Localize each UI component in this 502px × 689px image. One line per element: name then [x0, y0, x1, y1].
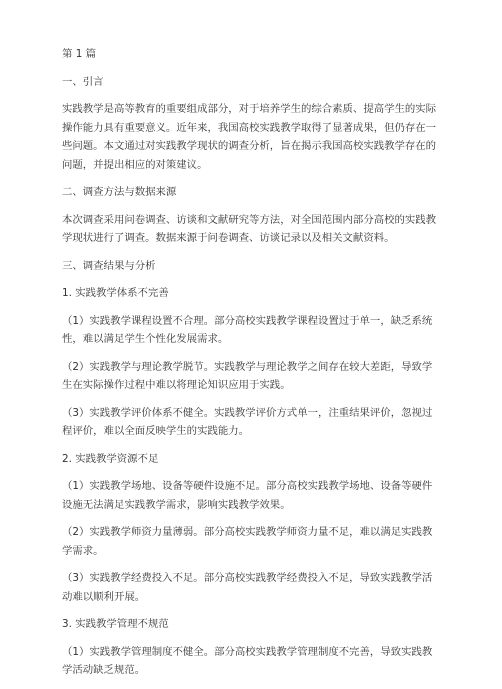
- text-line: 操作能力具有重要意义。近年来，我国高校实践教学取得了显著成果，但仍存在一: [62, 121, 437, 134]
- subsection-heading-resources: 2. 实践教学资源不足: [62, 452, 159, 465]
- text-line: （2）实践教学与理论教学脱节。实践教学与理论教学之间存在较大差距，导致学: [62, 360, 433, 373]
- text-line: 程评价，难以全面反映学生的实践能力。: [62, 425, 250, 437]
- document-page: [62, 45, 444, 689]
- paragraph-resources-1: [62, 477, 444, 514]
- paragraph-intro: [62, 100, 444, 174]
- subsection-heading-management: 3. 实践教学管理不规范: [62, 618, 169, 630]
- text-line: 实践教学是高等教育的重要组成部分，对于培养学生的综合素质、提高学生的实际: [62, 103, 437, 115]
- text-line: （1）实践教学课程设置不合理。部分高校实践教学课程设置过于单一，缺乏系统: [62, 314, 433, 327]
- section-heading-results: 三、调查结果与分析: [62, 259, 156, 272]
- text-line: 学需求。: [62, 544, 104, 557]
- paragraph-system-1: [62, 312, 444, 349]
- paragraph-resources-2: [62, 523, 444, 560]
- text-line: （3）实践教学评价体系不健全。实践教学评价方式单一，注重结果评价，忽视过: [62, 406, 433, 419]
- text-line: 学活动缺乏规范。: [62, 664, 146, 676]
- text-line: 设施无法满足实践教学需求，影响实践教学效果。: [62, 498, 291, 511]
- text-line: 生在实际操作过程中难以将理论知识应用于实践。: [62, 379, 291, 391]
- section-heading-intro: 一、引言: [62, 75, 104, 88]
- paragraph-management-1: [62, 643, 444, 680]
- section-heading-methods: 二、调查方法与数据来源: [62, 186, 177, 198]
- text-line: 性，难以满足学生个性化发展需求。: [62, 333, 229, 345]
- text-line: 动难以顺利开展。: [62, 590, 146, 603]
- text-line: 些问题。本文通过对实践教学现状的调查分析，旨在揭示我国高校实践教学存在的: [62, 140, 437, 152]
- text-line: （3）实践教学经费投入不足。部分高校实践教学经费投入不足，导致实践教学活: [62, 572, 433, 584]
- text-line: 学现状进行了调查。数据来源于问卷调查、访谈记录以及相关文献资料。: [62, 232, 395, 244]
- text-line: （2）实践教学师资力量薄弱。部分高校实践教学师资力量不足，难以满足实践教: [62, 526, 433, 538]
- paragraph-system-2: [62, 358, 444, 395]
- paragraph-methods: [62, 211, 444, 248]
- chapter-title: 第 1 篇: [62, 48, 96, 60]
- text-line: 本次调查采用问卷调查、访谈和文献研究等方法，对全国范围内部分高校的实践教: [62, 213, 437, 226]
- subsection-heading-system: 1. 实践教学体系不完善: [62, 287, 169, 299]
- paragraph-system-3: [62, 404, 444, 441]
- text-line: 问题，并提出相应的对策建议。: [62, 158, 208, 171]
- text-line: （1）实践教学场地、设备等硬件设施不足。部分高校实践教学场地、设备等硬件: [62, 480, 433, 492]
- text-line: （1）实践教学管理制度不健全。部分高校实践教学管理制度不完善，导致实践教: [62, 645, 433, 658]
- paragraph-resources-3: [62, 569, 444, 606]
